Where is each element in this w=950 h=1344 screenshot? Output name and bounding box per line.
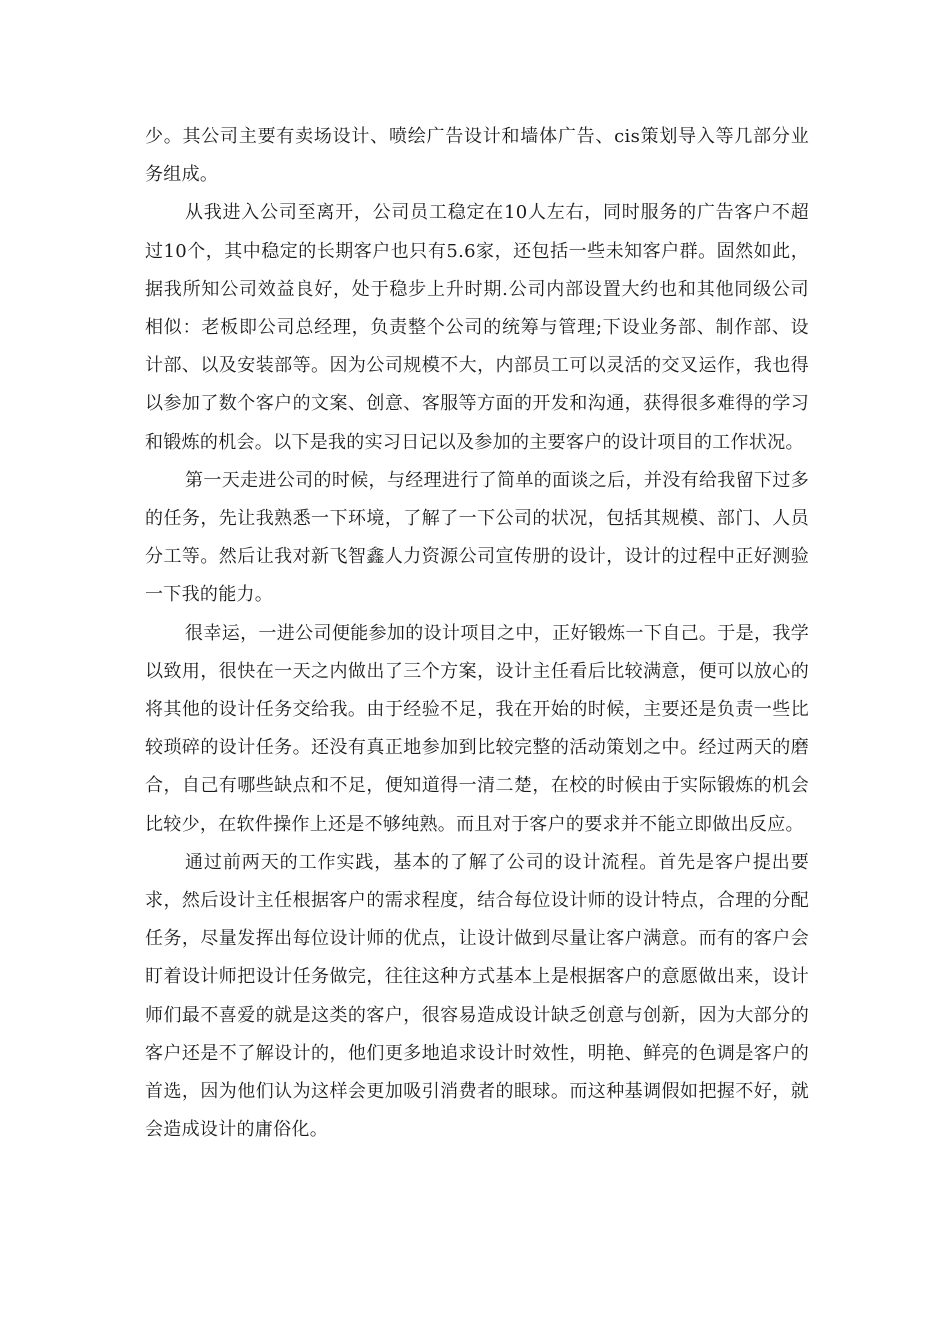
paragraph-3: 第一天走进公司的时候，与经理进行了简单的面谈之后，并没有给我留下过多的任务，先让我熟悉一下环境，了解了一下公司的状况，包括其规模、部门、人员分工等。然后让我对新飞智鑫人力资源公司宣传册的设计，设计的过程中正好测验一下我的能力。 [145,469,809,606]
paragraph-5: 通过前两天的工作实践，基本的了解了公司的设计流程。首先是客户提出要求，然后设计主任根据客户的需求程度，结合每位设计师的设计特点，合理的分配任务，尽量发挥出每位设计师的优点，让设计做到尽量让客户满意。而有的客户会盯着设计师把设计任务做完，往往这种方式基本上是根据客户的意愿做出来，设计师们最不喜爱的就是这类的客户，很容易造成设计缺乏创意与创新，因为大部分的客户还是不了解设计的，他们更多地追求设计时效性，明艳、鲜亮的色调是客户的首选，因为他们认为这样会更加吸引消费者的眼球。而这种基调假如把握不好，就会造成设计的庸俗化。 [145,851,809,1141]
document-body [145,118,809,1149]
paragraph-1: 少。其公司主要有卖场设计、喷绘广告设计和墙体广告、cis策划导入等几部分业务组成。 [145,126,809,186]
paragraph-4: 很幸运，一进公司便能参加的设计项目之中，正好锻炼一下自己。于是，我学以致用，很快在一天之内做出了三个方案，设计主任看后比较满意，便可以放心的将其他的设计任务交给我。由于经验不足，我在开始的时候，主要还是负责一些比较琐碎的设计任务。还没有真正地参加到比较完整的活动策划之中。经过两天的磨合，自己有哪些缺点和不足，便知道得一清二楚，在校的时候由于实际锻炼的机会比较少，在软件操作上还是不够纯熟。而且对于客户的要求并不能立即做出反应。 [145,622,809,835]
paragraph-2: 从我进入公司至离开，公司员工稳定在10人左右，同时服务的广告客户不超过10个，其中稳定的长期客户也只有5.6家，还包括一些未知客户群。固然如此，据我所知公司效益良好，处于稳步上升时期.公司内部设置大约也和其他同级公司相似：老板即公司总经理，负责整个公司的统筹与管理;下设业务部、制作部、设计部、以及安装部等。因为公司规模不大，内部员工可以灵活的交叉运作，我也得以参加了数个客户的文案、创意、客服等方面的开发和沟通，获得很多难得的学习和锻炼的机会。以下是我的实习日记以及参加的主要客户的设计项目的工作状况。 [145,202,809,453]
